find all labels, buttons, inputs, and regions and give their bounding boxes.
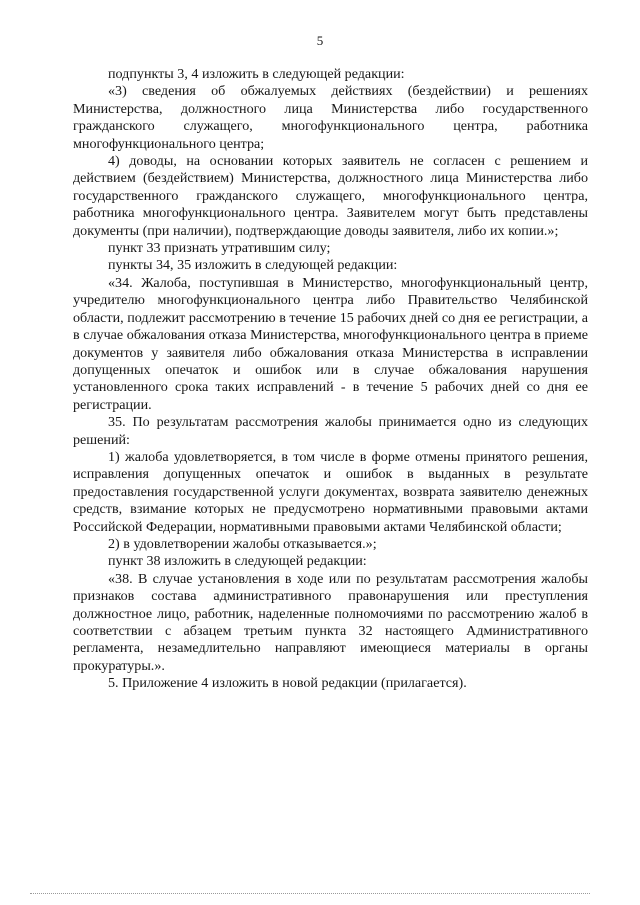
paragraph: «3) сведения об обжалуемых действиях (бездействии) и решениях Министерства, должностного лица Министерства либо государственного гражданского служащего, многофункционального центра, работника многофункционального центра; — [73, 83, 588, 152]
paragraph: пункт 33 признать утратившим силу; — [108, 240, 331, 257]
paragraph: пункты 34, 35 изложить в следующей редакции: — [108, 257, 398, 274]
paragraph: 4) доводы, на основании которых заявитель не согласен с решением и действием (бездействием) Министерства, должностного лица Министерства либо государственного гражданского служащего, многофункционального центра, работника многофункционального центра. Заявителем могут быть представлены документы (при наличии), подтверждающие доводы заявителя, либо их копии.»; — [73, 153, 588, 239]
paragraph: «34. Жалоба, поступившая в Министерство, многофункциональный центр, учредителю многофункционального центра либо Правительство Челябинской области, подлежит рассмотрению в течение 15 рабочих дней со дня ее регистрации, а в случае обжалования отказа Министерства, многофункционального центра в приеме документов у заявителя либо обжалования отказа Министерства в исправлении допущенных опечаток и ошибок или в случае обжалования нарушения установленного срока таких исправлений - в течение 5 рабочих дней со дня ее регистрации. — [73, 274, 588, 413]
paragraph: пункт 38 изложить в следующей редакции: — [108, 553, 367, 570]
page-bottom-divider — [30, 893, 590, 894]
paragraph: подпункты 3, 4 изложить в следующей редакции: — [108, 66, 405, 82]
paragraph: «38. В случае установления в ходе или по результатам рассмотрения жалобы признаков состава административного правонарушения или преступления должностное лицо, работник, наделенные полномочиями по рассмотрению жалоб в соответствии с абзацем третьим пункта 32 настоящего Административного регламента, незамедлительно направляют имеющиеся материалы в органы прокуратуры.». — [73, 570, 588, 674]
page-number: 5 — [316, 33, 324, 48]
paragraph: 35. По результатам рассмотрения жалобы принимается одно из следующих решений: — [73, 414, 588, 448]
paragraph: 1) жалоба удовлетворяется, в том числе в форме отмены принятого решения, исправления допущенных опечаток и ошибок в выданных в результате предоставления государственной услуги документах, возврата заявителю денежных средств, взимание которых не предусмотрено нормативными правовыми актами Российской Федерации, нормативными правовыми актами Челябинской области; — [73, 448, 588, 535]
paragraph: 2) в удовлетворении жалобы отказывается.»; — [108, 535, 377, 552]
document-body — [73, 66, 588, 693]
paragraph: 5. Приложение 4 изложить в новой редакции (прилагается). — [108, 675, 467, 692]
